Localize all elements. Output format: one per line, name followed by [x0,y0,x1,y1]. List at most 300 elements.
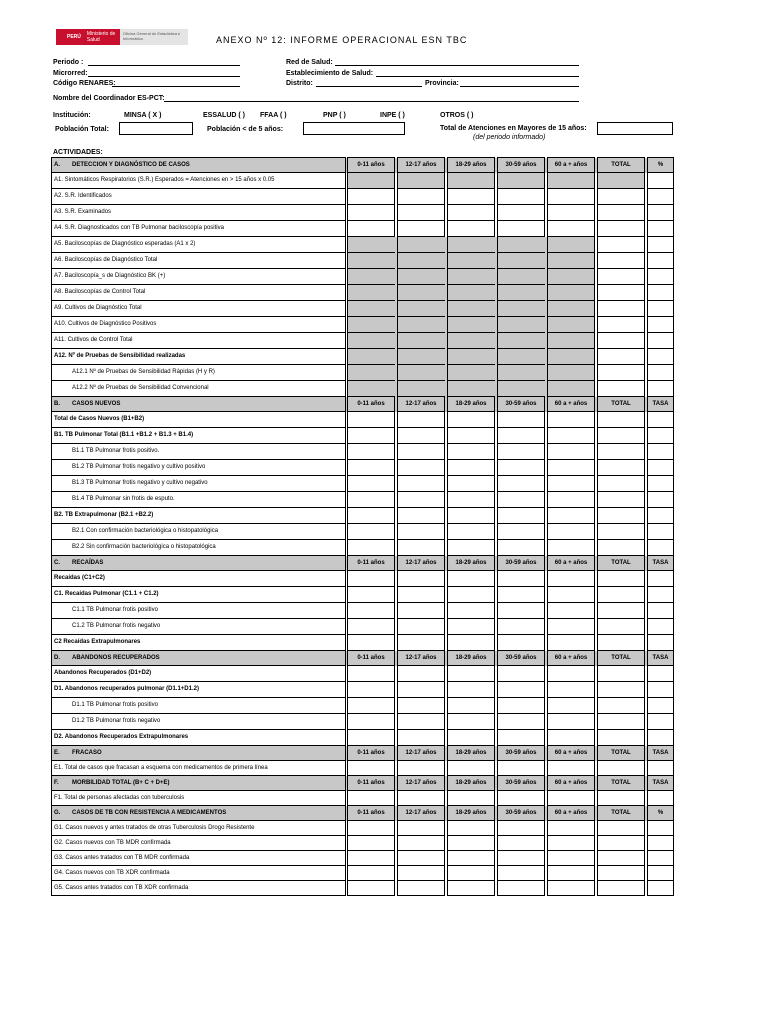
minsa-checkbox[interactable]: MINSA ( X ) [124,112,162,119]
data-cell[interactable] [498,836,545,851]
data-cell[interactable] [348,571,395,587]
microrred-field[interactable] [88,76,240,77]
data-cell[interactable] [398,524,445,540]
data-cell[interactable] [498,821,545,836]
table-row [52,881,674,896]
data-cell[interactable] [348,444,395,460]
data-cell[interactable] [548,698,595,714]
data-cell[interactable] [498,761,545,776]
data-cell[interactable] [548,221,595,237]
data-cell[interactable] [348,492,395,508]
column-header: 60 a + años [548,806,595,821]
data-cell[interactable] [598,698,645,714]
data-cell-last[interactable] [648,221,674,237]
data-cell-last[interactable] [648,714,674,730]
data-cell[interactable] [498,428,545,444]
data-cell[interactable] [498,881,545,896]
table-row [52,221,674,237]
data-cell[interactable] [598,571,645,587]
data-cell[interactable] [398,189,445,205]
data-cell [398,365,445,381]
provincia-field[interactable] [460,86,579,87]
periodo-field[interactable] [88,65,240,66]
data-cell[interactable] [498,444,545,460]
data-cell[interactable] [398,791,445,806]
data-cell-last[interactable] [648,635,674,651]
data-cell-last[interactable] [648,476,674,492]
data-cell[interactable] [598,285,645,301]
data-cell[interactable] [398,698,445,714]
row-label: B2.1 Con confirmación bacteriológica o histopatológica [52,524,346,540]
data-cell[interactable] [448,189,495,205]
data-cell[interactable] [598,412,645,428]
data-cell [548,317,595,333]
row-label: A12.2 Nº de Pruebas de Sensibilidad Convencional [52,381,346,397]
poblacion-total-label: Población Total: [55,126,109,133]
data-cell[interactable] [348,189,395,205]
red-field[interactable] [335,65,579,66]
data-cell-last[interactable] [648,301,674,317]
data-cell[interactable] [398,412,445,428]
row-label: A7. Baciloscopía_s de Diagnóstico BK (+) [52,269,346,285]
data-cell[interactable] [348,619,395,635]
data-cell[interactable] [398,221,445,237]
actividades-label: ACTIVIDADES: [53,149,103,156]
data-cell[interactable] [348,587,395,603]
data-cell-last[interactable] [648,460,674,476]
table-row [52,635,674,651]
data-cell[interactable] [448,821,495,836]
column-header: TOTAL [598,776,645,791]
data-cell[interactable] [348,221,395,237]
data-cell[interactable] [548,619,595,635]
data-cell[interactable] [548,205,595,221]
data-cell-last[interactable] [648,492,674,508]
otros-checkbox[interactable]: OTROS ( ) [440,112,474,119]
table-row [52,205,674,221]
poblacion-menor5-input[interactable] [303,122,405,135]
data-cell[interactable] [598,881,645,896]
section-title-text: DETECCION Y DIAGNÓSTICO DE CASOS [72,161,190,168]
data-cell[interactable] [348,698,395,714]
data-cell[interactable] [548,836,595,851]
data-cell[interactable] [548,476,595,492]
data-cell-last[interactable] [648,253,674,269]
data-cell-last[interactable] [648,189,674,205]
data-cell[interactable] [448,412,495,428]
data-cell [498,301,545,317]
data-cell[interactable] [498,412,545,428]
data-cell[interactable] [448,603,495,619]
coordinador-field[interactable] [164,101,579,102]
data-cell[interactable] [498,682,545,698]
data-cell-last[interactable] [648,682,674,698]
data-cell[interactable] [448,540,495,556]
data-cell[interactable] [348,761,395,776]
data-cell[interactable] [548,524,595,540]
data-cell[interactable] [598,205,645,221]
data-cell-last[interactable] [648,173,674,189]
data-cell-last[interactable] [648,205,674,221]
data-cell[interactable] [598,253,645,269]
data-cell[interactable] [448,571,495,587]
data-cell[interactable] [498,476,545,492]
data-cell[interactable] [498,189,545,205]
data-cell[interactable] [448,460,495,476]
data-cell-last[interactable] [648,836,674,851]
data-cell[interactable] [598,221,645,237]
data-cell[interactable] [548,682,595,698]
data-cell[interactable] [548,540,595,556]
data-cell[interactable] [498,492,545,508]
data-cell[interactable] [598,836,645,851]
data-cell[interactable] [498,603,545,619]
data-cell[interactable] [398,619,445,635]
data-cell[interactable] [598,381,645,397]
column-header: 30-59 años [498,556,545,571]
data-cell [448,285,495,301]
data-cell[interactable] [548,444,595,460]
data-cell[interactable] [348,666,395,682]
data-cell[interactable] [448,881,495,896]
data-cell[interactable] [398,587,445,603]
data-cell[interactable] [598,492,645,508]
data-cell[interactable] [398,635,445,651]
data-cell-last[interactable] [648,381,674,397]
inpe-checkbox[interactable]: INPE ( ) [380,112,405,119]
data-cell[interactable] [348,412,395,428]
data-cell[interactable] [448,730,495,746]
data-cell[interactable] [598,444,645,460]
data-cell[interactable] [598,791,645,806]
data-cell[interactable] [398,428,445,444]
data-cell[interactable] [548,571,595,587]
data-cell[interactable] [548,412,595,428]
row-label: A8. Baciloscopías de Control Total [52,285,346,301]
data-cell[interactable] [548,866,595,881]
data-cell[interactable] [498,698,545,714]
data-cell-last[interactable] [648,412,674,428]
row-label: D2. Abandonos Recuperados Extrapulmonares [52,730,346,746]
data-cell[interactable] [548,821,595,836]
data-cell[interactable] [598,524,645,540]
data-cell[interactable] [448,619,495,635]
data-cell[interactable] [398,205,445,221]
data-cell[interactable] [348,836,395,851]
data-cell[interactable] [348,205,395,221]
row-label: G2. Casos nuevos con TB MDR confirmada [52,836,346,851]
data-cell [498,253,545,269]
data-cell[interactable] [448,205,495,221]
section-title-text: FRACASO [72,749,102,756]
data-cell[interactable] [398,836,445,851]
column-header: 60 a + años [548,746,595,761]
data-cell[interactable] [548,492,595,508]
data-cell[interactable] [498,524,545,540]
data-cell[interactable] [448,714,495,730]
data-cell[interactable] [548,635,595,651]
data-cell-last[interactable] [648,698,674,714]
data-cell-last[interactable] [648,269,674,285]
data-cell-last[interactable] [648,237,674,253]
data-cell[interactable] [498,866,545,881]
data-cell-last[interactable] [648,524,674,540]
data-cell[interactable] [398,714,445,730]
row-label: D1.1 TB Pulmonar frotis positivo [52,698,346,714]
data-cell[interactable] [498,791,545,806]
data-cell-last[interactable] [648,508,674,524]
column-header: 18-29 años [448,158,495,173]
table-row [52,460,674,476]
data-cell[interactable] [598,476,645,492]
data-cell[interactable] [548,761,595,776]
data-cell[interactable] [598,460,645,476]
column-header: 30-59 años [498,746,545,761]
row-label: A2. S.R. Identificados [52,189,346,205]
data-cell[interactable] [348,851,395,866]
data-cell[interactable] [548,587,595,603]
data-cell[interactable] [548,851,595,866]
data-cell[interactable] [448,492,495,508]
data-cell[interactable] [598,635,645,651]
data-cell[interactable] [598,821,645,836]
data-cell[interactable] [348,540,395,556]
section-code: C. [54,559,60,566]
data-cell[interactable] [548,189,595,205]
data-cell [398,173,445,189]
table-row [52,619,674,635]
data-cell[interactable] [348,682,395,698]
data-cell[interactable] [398,866,445,881]
data-cell[interactable] [348,730,395,746]
data-cell[interactable] [548,508,595,524]
data-cell[interactable] [348,476,395,492]
data-cell-last[interactable] [648,428,674,444]
data-cell[interactable] [448,851,495,866]
data-cell[interactable] [348,791,395,806]
row-label: B1.4 TB Pulmonar sin frotis de esputo. [52,492,346,508]
data-cell[interactable] [498,540,545,556]
data-cell[interactable] [448,836,495,851]
data-cell[interactable] [448,428,495,444]
data-cell-last[interactable] [648,619,674,635]
data-cell[interactable] [498,714,545,730]
data-cell[interactable] [498,460,545,476]
data-cell[interactable] [598,714,645,730]
data-cell[interactable] [548,428,595,444]
data-cell[interactable] [498,666,545,682]
data-cell-last[interactable] [648,349,674,365]
row-label: D1. Abandonos recuperados pulmonar (D1.1+D1.2) [52,682,346,698]
data-cell-last[interactable] [648,821,674,836]
data-cell[interactable] [598,365,645,381]
data-cell[interactable] [398,571,445,587]
data-cell[interactable] [548,791,595,806]
data-cell[interactable] [598,866,645,881]
section-title [52,806,346,821]
data-cell[interactable] [598,851,645,866]
data-cell-last[interactable] [648,730,674,746]
data-cell[interactable] [398,508,445,524]
data-cell[interactable] [448,587,495,603]
data-cell[interactable] [348,508,395,524]
data-cell[interactable] [398,730,445,746]
data-cell[interactable] [598,761,645,776]
table-row [52,791,674,806]
establecimiento-field[interactable] [376,76,579,77]
data-cell[interactable] [348,635,395,651]
data-cell[interactable] [348,714,395,730]
data-cell[interactable] [598,333,645,349]
data-cell[interactable] [398,821,445,836]
poblacion-total-input[interactable] [119,122,193,135]
data-cell [548,381,595,397]
data-cell[interactable] [548,881,595,896]
data-cell[interactable] [598,269,645,285]
data-cell[interactable] [598,730,645,746]
column-header: 18-29 años [448,651,495,666]
data-cell [498,317,545,333]
data-cell[interactable] [598,237,645,253]
data-cell-last[interactable] [648,603,674,619]
data-cell[interactable] [448,635,495,651]
data-cell[interactable] [548,714,595,730]
data-cell[interactable] [548,460,595,476]
row-label: C1.1 TB Pulmonar frotis positivo [52,603,346,619]
data-cell[interactable] [448,476,495,492]
data-cell[interactable] [348,881,395,896]
data-cell[interactable] [598,540,645,556]
row-label: Total de Casos Nuevos (B1+B2) [52,412,346,428]
data-cell-last[interactable] [648,851,674,866]
column-header: 18-29 años [448,556,495,571]
data-cell[interactable] [498,205,545,221]
data-cell[interactable] [448,221,495,237]
data-cell[interactable] [448,698,495,714]
data-cell[interactable] [498,635,545,651]
data-cell[interactable] [598,508,645,524]
data-cell[interactable] [448,444,495,460]
data-cell[interactable] [448,866,495,881]
row-label: A10. Cultivos de Diagnóstico Positivos [52,317,346,333]
data-cell[interactable] [348,866,395,881]
data-cell[interactable] [398,603,445,619]
data-cell[interactable] [448,666,495,682]
data-cell [548,333,595,349]
table-row [52,237,674,253]
codigo-label: Código RENARES: [53,80,116,87]
essalud-checkbox[interactable]: ESSALUD ( ) [203,112,245,119]
data-cell[interactable] [398,666,445,682]
distrito-field[interactable] [316,86,422,87]
data-cell-last[interactable] [648,881,674,896]
data-cell [548,269,595,285]
data-cell[interactable] [448,791,495,806]
data-cell [398,285,445,301]
data-cell[interactable] [448,524,495,540]
data-cell[interactable] [498,587,545,603]
data-cell [498,173,545,189]
data-cell[interactable] [598,428,645,444]
data-cell-last[interactable] [648,333,674,349]
data-cell[interactable] [498,221,545,237]
data-cell-last[interactable] [648,540,674,556]
data-cell[interactable] [498,508,545,524]
data-cell[interactable] [348,428,395,444]
table-row [52,412,674,428]
codigo-field[interactable] [112,86,240,87]
data-cell[interactable] [548,603,595,619]
data-cell-last[interactable] [648,761,674,776]
data-cell-last[interactable] [648,666,674,682]
data-cell[interactable] [548,666,595,682]
data-cell[interactable] [348,524,395,540]
data-cell[interactable] [598,619,645,635]
data-cell[interactable] [398,540,445,556]
data-cell[interactable] [398,851,445,866]
data-cell-last[interactable] [648,365,674,381]
table-row [52,508,674,524]
atenciones-input[interactable] [597,122,673,135]
section-code: E. [54,749,60,756]
data-cell-last[interactable] [648,285,674,301]
activities-table [51,157,674,896]
data-cell-last[interactable] [648,317,674,333]
data-cell[interactable] [498,571,545,587]
column-header: 30-59 años [498,806,545,821]
data-cell [348,237,395,253]
data-cell[interactable] [398,460,445,476]
data-cell[interactable] [498,730,545,746]
data-cell[interactable] [348,603,395,619]
column-header: 60 a + años [548,397,595,412]
column-header: 0-11 años [348,651,395,666]
data-cell[interactable] [598,666,645,682]
data-cell[interactable] [398,492,445,508]
data-cell[interactable] [598,301,645,317]
data-cell[interactable] [348,821,395,836]
data-cell[interactable] [498,619,545,635]
data-cell[interactable] [598,189,645,205]
ffaa-checkbox[interactable]: FFAA ( ) [260,112,287,119]
data-cell[interactable] [448,761,495,776]
data-cell[interactable] [398,476,445,492]
data-cell[interactable] [498,851,545,866]
data-cell-last[interactable] [648,791,674,806]
pnp-checkbox[interactable]: PNP ( ) [323,112,346,119]
data-cell-last[interactable] [648,444,674,460]
data-cell[interactable] [598,587,645,603]
data-cell[interactable] [598,682,645,698]
row-label: C2 Recaídas Extrapulmonares [52,635,346,651]
data-cell[interactable] [398,761,445,776]
data-cell[interactable] [448,508,495,524]
row-label: A5. Baciloscopías de Diagnóstico esperadas (A1 x 2) [52,237,346,253]
data-cell-last[interactable] [648,587,674,603]
data-cell[interactable] [398,881,445,896]
provincia-label: Provincia: [425,80,459,87]
data-cell[interactable] [348,460,395,476]
data-cell[interactable] [598,317,645,333]
data-cell-last[interactable] [648,571,674,587]
data-cell[interactable] [398,682,445,698]
data-cell[interactable] [398,444,445,460]
data-cell[interactable] [598,349,645,365]
data-cell[interactable] [448,682,495,698]
data-cell[interactable] [548,730,595,746]
data-cell-last[interactable] [648,866,674,881]
data-cell[interactable] [598,603,645,619]
